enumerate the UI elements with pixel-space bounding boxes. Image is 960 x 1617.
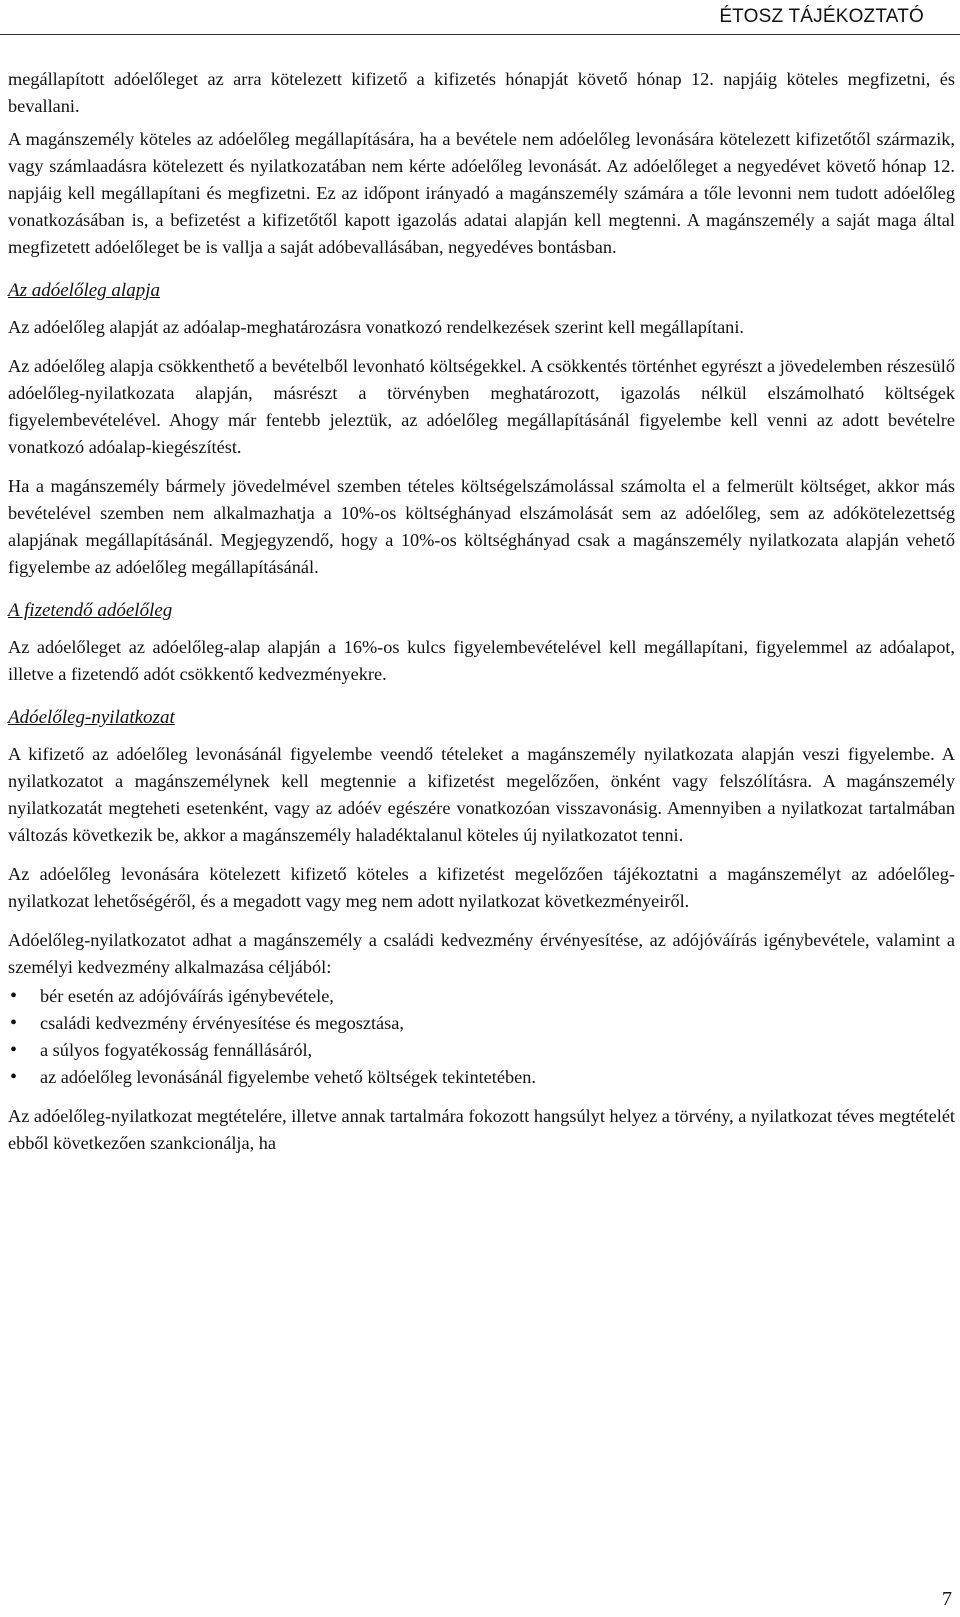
section-heading: Az adóelőleg alapja <box>8 280 160 301</box>
paragraph: Az adóelőleg-nyilatkozat megtételére, illetve annak tartalmára fokozott hangsúlyt helyez a törvény, a nyilatkozat téves megtételét ebből következően szankcionálja, ha <box>8 1106 956 1153</box>
paragraph: Az adóelőleg levonására kötelezett kifizető köteles a kifizetést megelőzően tájékoztatni a magánszemélyt az adóelőleg-nyilatkozat lehetőségéről, és a megadott vagy meg nem adott nyilatkozat következményeiről. <box>8 864 955 911</box>
paragraph: A magánszemély köteles az adóelőleg megállapítására, ha a bevétele nem adóelőleg levonására kötelezett kifizetőtől származik, vagy számlaadásra kötelezett és nyilatkozatában nem kérte adóelőleg levonását. Az adóelőleget a negyedévet követő hónap 12. napjáig kell megállapítani és megfizetni. Ez az időpont irányadó a magánszemély számára a tőle levonni nem tudott adóelőleg vonatkozásában is, a befizetést a kifizetőtől kapott igazolás adatai alapján kell megtenni. A magánszemély a saját maga által megfizetett adóelőleget be is vallja a saját adóbevallásában, negyedéves bontásban. <box>8 129 955 257</box>
list-item: • az adóelőleg levonásánál figyelembe vehető költségek tekintetében. <box>8 1064 955 1091</box>
page-number: 7 <box>942 1588 952 1610</box>
section-heading: A fizetendő adóelőleg <box>8 600 173 621</box>
bullet-list <box>8 983 955 1091</box>
page-header <box>0 0 960 35</box>
list-item: • családi kedvezmény érvényesítése és megosztása, <box>8 1010 955 1037</box>
paragraph: Az adóelőleg alapját az adóalap-meghatározásra vonatkozó rendelkezések szerint kell megállapítani. <box>8 317 744 337</box>
list-item: • bér esetén az adójóváírás igénybevétele, <box>8 983 955 1010</box>
paragraph: A kifizető az adóelőleg levonásánál figyelembe veendő tételeket a magánszemély nyilatkozata alapján veszi figyelembe. A nyilatkozatot a magánszemélynek kell megtennie a kifizetést megelőzően, önként vagy felszólításra. A magánszemély nyilatkozatát megteheti esetenként, vagy az adóév egészére vonatkozóan visszavonásig. Amennyiben a nyilatkozat tartalmában változás következik be, akkor a magánszemély haladéktalanul köteles új nyilatkozatot tenni. <box>8 744 955 845</box>
document-body <box>8 66 955 1169</box>
header-title: ÉTOSZ TÁJÉKOZTATÓ <box>719 6 924 27</box>
section-heading: Adóelőleg-nyilatkozat <box>8 707 175 728</box>
paragraph: Az adóelőleg alapja csökkenthető a bevételből levonható költségekkel. A csökkentés történhet egyrészt a jövedelemben részesülő adóelőleg-nyilatkozata alapján, másrészt a törvényben meghatározott, igazolás nélkül elszámolható költségek figyelembevételével. Ahogy már fentebb jeleztük, az adóelőleg megállapításánál figyelembe kell venni az adott bevételre vonatkozó adóalap-kiegészítést. <box>8 356 955 457</box>
paragraph: Adóelőleg-nyilatkozatot adhat a magánszemély a családi kedvezmény érvényesítése, az adójóváírás igénybevétele, valamint a személyi kedvezmény alkalmazása céljából: <box>8 930 955 977</box>
paragraph: megállapított adóelőleget az arra kötelezett kifizető a kifizetés hónapját követő hónap 12. napjáig köteles megfizetni, és bevallani. <box>8 69 955 116</box>
paragraph: Az adóelőleget az adóelőleg-alap alapján a 16%-os kulcs figyelembevételével kell megállapítani, figyelemmel az adóalapot, illetve a fizetendő adót csökkentő kedvezményekre. <box>8 637 955 684</box>
paragraph: Ha a magánszemély bármely jövedelmével szemben tételes költségelszámolással számolta el a felmerült költséget, akkor más bevételével szemben nem alkalmazhatja a 10%-os költséghányad elszámolását sem az adóelőleg, sem az adókötelezettség alapjának megállapításánál. Megjegyzendő, hogy a 10%-os költséghányad csak a magánszemély nyilatkozata alapján vehető figyelembe az adóelőleg megállapításánál. <box>8 476 955 577</box>
list-item: • a súlyos fogyatékosság fennállásáról, <box>8 1037 955 1064</box>
